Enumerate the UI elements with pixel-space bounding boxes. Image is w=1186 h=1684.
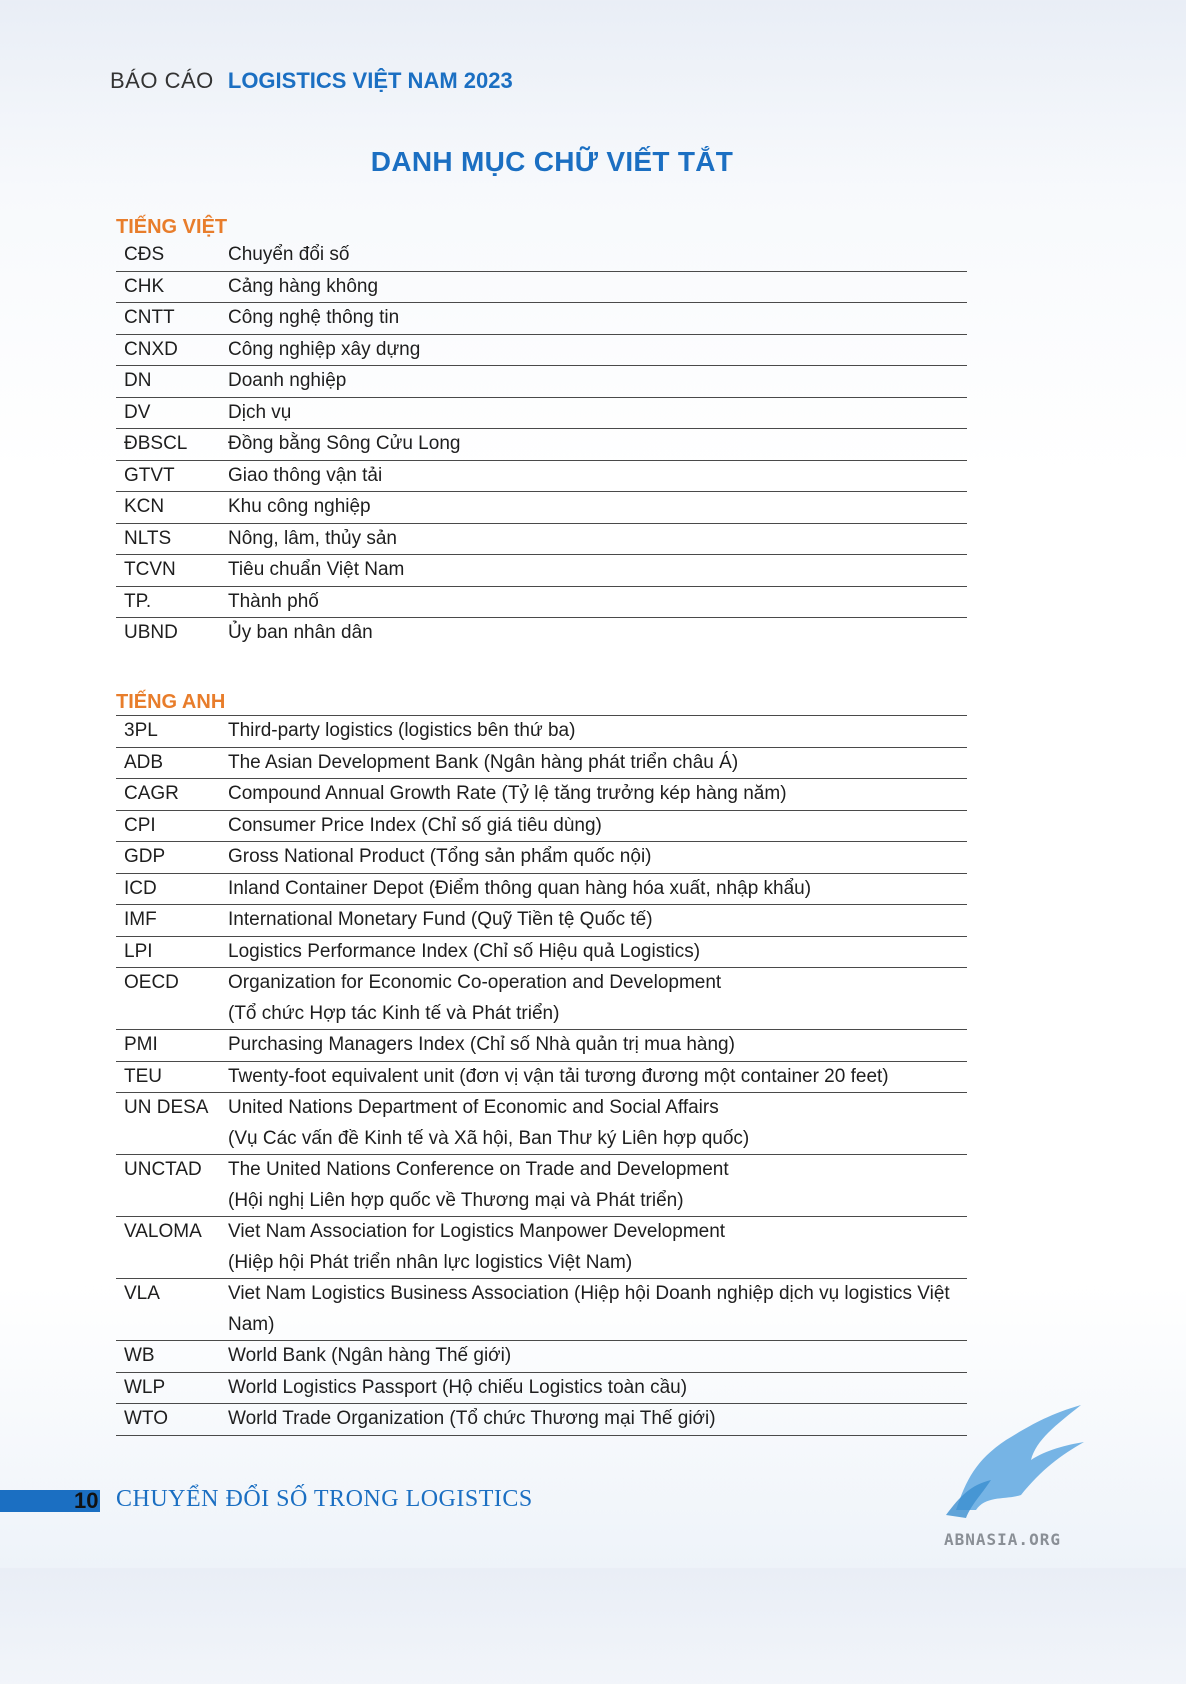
- definition: Logistics Performance Index (Chỉ số Hiệu quả Logistics): [228, 940, 701, 962]
- english-section: [116, 689, 967, 1436]
- abbreviation: ICD: [124, 877, 157, 899]
- abbreviation-row: [116, 841, 967, 873]
- abbreviation-row: [116, 1029, 967, 1061]
- english-abbreviation-list: [116, 715, 967, 1436]
- definition: Thành phố: [228, 590, 319, 612]
- abbreviation-row: [116, 810, 967, 842]
- abbreviation: GTVT: [124, 464, 175, 486]
- abbreviation-row: [116, 1154, 967, 1216]
- abbreviation: CĐS: [124, 244, 165, 265]
- vietnamese-section: [116, 214, 967, 649]
- definition: The United Nations Conference on Trade and Development (Hội nghị Liên hợp quốc về Thương mại và Phát triển): [228, 1159, 729, 1211]
- definition: Purchasing Managers Index (Chỉ số Nhà quản trị mua hàng): [228, 1034, 735, 1055]
- abbreviation: 3PL: [124, 720, 158, 741]
- abbreviation-row: [116, 554, 967, 586]
- definition: World Logistics Passport (Hộ chiếu Logistics toàn cầu): [228, 1376, 688, 1398]
- abbreviation-row: [116, 1278, 967, 1340]
- abbreviation: WB: [124, 1345, 155, 1366]
- abbreviation-row: [116, 586, 967, 618]
- abbreviation-row: [116, 428, 967, 460]
- definition: Nông, lâm, thủy sản: [228, 527, 397, 549]
- abbreviation: CNTT: [124, 307, 175, 328]
- definition: Organization for Economic Co-operation and Development (Tổ chức Hợp tác Kinh tế và Phát triển): [228, 972, 722, 1024]
- abbreviation-row: [116, 936, 967, 968]
- abbreviation: WLP: [124, 1376, 166, 1398]
- abbreviation-row: [116, 747, 967, 779]
- definition: Cảng hàng không: [228, 275, 379, 297]
- definition: Compound Annual Growth Rate (Tỷ lệ tăng trưởng kép hàng năm): [228, 783, 787, 804]
- eagle-logo-icon: [936, 1400, 1086, 1520]
- abbreviation-row: [116, 873, 967, 905]
- abbreviation: WTO: [124, 1408, 168, 1429]
- abbreviation-row: [116, 271, 967, 303]
- page-title: DANH MỤC CHỮ VIẾT TẮT: [370, 146, 734, 177]
- definition: International Monetary Fund (Quỹ Tiền tệ Quốc tế): [228, 909, 653, 930]
- abbreviation: TP.: [124, 590, 152, 612]
- abbreviation-row: [116, 365, 967, 397]
- definition: Inland Container Depot (Điểm thông quan hàng hóa xuất, nhập khẩu): [228, 877, 812, 899]
- abbreviation-row: [116, 904, 967, 936]
- definition: Third-party logistics (logistics bên thứ ba): [228, 720, 576, 741]
- header-prefix: BÁO CÁO: [110, 68, 214, 93]
- definition: Khu công nghiệp: [228, 496, 371, 517]
- definition: Công nghiệp xây dựng: [228, 338, 421, 360]
- abbreviation: ADB: [124, 751, 164, 773]
- abbreviation: UNCTAD: [124, 1159, 202, 1180]
- definition: Doanh nghiệp: [228, 370, 347, 391]
- vietnamese-abbreviation-list: [116, 240, 967, 649]
- abbreviation-row: [116, 1340, 967, 1372]
- abbreviation-row: [116, 1403, 967, 1436]
- abbreviation: PMI: [124, 1034, 158, 1055]
- abbreviation: KCN: [124, 496, 165, 517]
- abbreviation-row: [116, 617, 967, 649]
- definition: Gross National Product (Tổng sản phẩm quốc nội): [228, 846, 652, 867]
- abbreviation: CPI: [124, 814, 156, 836]
- abbreviation-row: [116, 1216, 967, 1278]
- abbreviation-row: [116, 778, 967, 810]
- abbreviation-row: [116, 460, 967, 492]
- definition: Đồng bằng Sông Cửu Long: [228, 433, 461, 454]
- abbreviation: ĐBSCL: [124, 433, 188, 454]
- definition: Viet Nam Logistics Business Association (Hiệp hội Doanh nghiệp dịch vụ logistics Việt Nam): [228, 1283, 950, 1335]
- abbreviation-row: [116, 334, 967, 366]
- definition: Chuyển đổi số: [228, 244, 350, 265]
- header-title: LOGISTICS VIỆT NAM 2023: [227, 68, 513, 93]
- abbreviation: UBND: [124, 622, 178, 643]
- footer-title: CHUYỂN ĐỔI SỐ TRONG LOGISTICS: [116, 1486, 533, 1512]
- abbreviation: VALOMA: [124, 1221, 202, 1242]
- abbreviation: IMF: [124, 909, 157, 930]
- abbreviation: CHK: [124, 275, 165, 297]
- abbreviation-row: [116, 302, 967, 334]
- definition: Twenty-foot equivalent unit (đơn vị vận tải tương đương một container 20 feet): [228, 1065, 889, 1087]
- abbreviation: CNXD: [124, 338, 178, 360]
- abbreviation: TEU: [124, 1065, 162, 1087]
- definition: Tiêu chuẩn Việt Nam: [228, 559, 405, 580]
- definition: United Nations Department of Economic and Social Affairs (Vụ Các vấn đề Kinh tế và Xã hội, Ban Thư ký Liên hợp quốc): [228, 1097, 750, 1149]
- definition: Viet Nam Association for Logistics Manpower Development (Hiệp hội Phát triển nhân lực logistics Việt Nam): [228, 1221, 726, 1273]
- abbreviation-row: [116, 397, 967, 429]
- definition: Consumer Price Index (Chỉ số giá tiêu dùng): [228, 814, 602, 836]
- abbreviation: NLTS: [124, 527, 172, 549]
- abbreviation: CAGR: [124, 783, 179, 804]
- abbreviation-row: [116, 1092, 967, 1154]
- abbreviation: OECD: [124, 972, 179, 993]
- report-header: [110, 68, 513, 94]
- abbreviation-row: [116, 240, 967, 271]
- abbreviation: GDP: [124, 846, 166, 867]
- abbreviation: UN DESA: [124, 1097, 209, 1118]
- definition: Dịch vụ: [228, 401, 292, 423]
- watermark: ABNASIA.ORG: [944, 1530, 1061, 1549]
- vietnamese-heading: TIẾNG VIỆT: [116, 216, 228, 238]
- abbreviation-row: [116, 491, 967, 523]
- definition: Giao thông vận tải: [228, 464, 383, 486]
- definition: World Trade Organization (Tổ chức Thương mại Thế giới): [228, 1408, 716, 1429]
- abbreviation-row: [116, 967, 967, 1029]
- abbreviation-row: [116, 523, 967, 555]
- abbreviation: DV: [124, 401, 151, 423]
- abbreviation: VLA: [124, 1283, 160, 1304]
- english-heading: TIẾNG ANH: [116, 691, 226, 713]
- abbreviation-row: [116, 1061, 967, 1093]
- page-number: 10: [74, 1488, 99, 1513]
- definition: World Bank (Ngân hàng Thế giới): [228, 1345, 512, 1366]
- abbreviation: DN: [124, 370, 152, 391]
- definition: Công nghệ thông tin: [228, 307, 400, 328]
- abbreviation-row: [116, 715, 967, 747]
- abbreviation: LPI: [124, 940, 153, 962]
- abbreviation: TCVN: [124, 559, 176, 580]
- definition: The Asian Development Bank (Ngân hàng phát triển châu Á): [228, 751, 739, 773]
- definition: Ủy ban nhân dân: [228, 622, 373, 643]
- abbreviation-row: [116, 1372, 967, 1404]
